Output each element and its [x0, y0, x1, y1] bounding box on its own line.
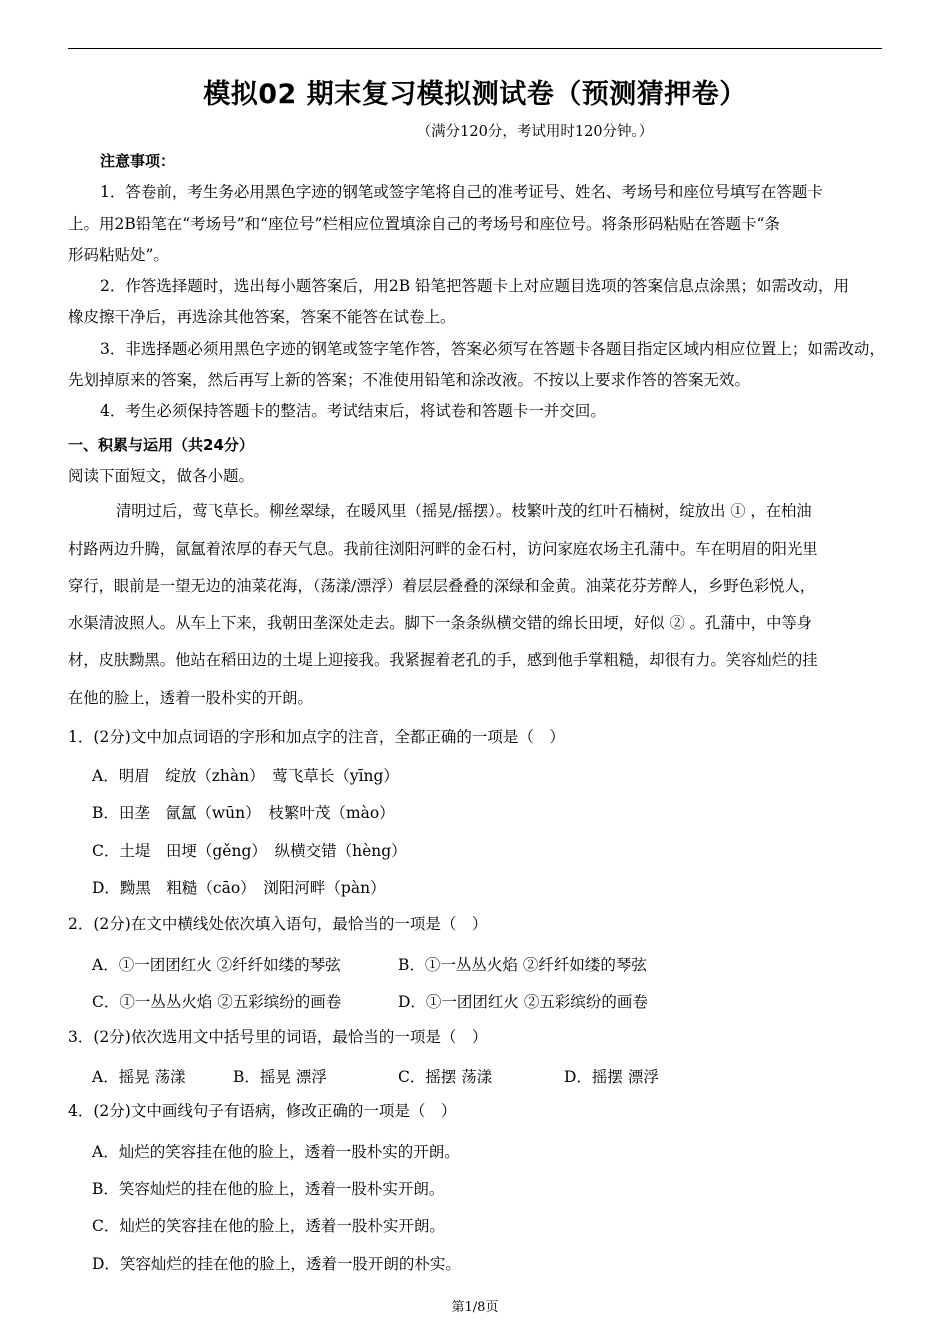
question-option: C．摇摆 荡漾	[398, 1068, 493, 1086]
question-option: A．灿烂的笑容挂在他的脸上，透着一股朴实的开朗。	[92, 1143, 460, 1161]
question-option: C．土堤 田埂（gěng） 纵横交错（hèng）	[92, 842, 407, 860]
question-option: D．笑容灿烂的挂在他的脸上，透着一股开朗的朴实。	[92, 1255, 461, 1273]
page-number: 第1/8页	[451, 1300, 499, 1315]
passage-line: 清明过后，莺飞草长。柳丝翠绿，在暖风里（摇晃/摇摆）。枝繁叶茂的红叶石楠树，绽放出 ① ，在柏油	[116, 502, 812, 520]
notice-line: 橡皮擦干净后，再选涂其他答案，答案不能答在试卷上。	[68, 308, 456, 326]
notice-line: 形码粘贴处”。	[68, 246, 169, 264]
passage-line: 穿行，眼前是一望无边的油菜花海，（荡漾/漂浮）着层层叠叠的深绿和金黄。油菜花芬芳醉人，乡野色彩悦人，	[68, 577, 816, 595]
question-stem: 1．(2分)文中加点词语的字形和加点字的注音，全都正确的一项是（ ）	[68, 728, 565, 746]
page-subtitle: （满分120分，考试用时120分钟。）	[416, 124, 654, 140]
question-option: A．①一团团红火 ②纤纤如缕的琴弦	[92, 956, 341, 974]
question-stem: 3．(2分)依次选用文中括号里的词语，最恰当的一项是（ ）	[68, 1028, 488, 1046]
question-option: D．摇摆 漂浮	[564, 1068, 659, 1086]
question-stem: 4．(2分)文中画线句子有语病，修改正确的一项是（ ）	[68, 1102, 457, 1120]
question-option: A．明眉 绽放（zhàn） 莺飞草长（yīng）	[92, 767, 399, 785]
question-option: C．灿烂的笑容挂在他的脸上，透着一股朴实开朗。	[92, 1217, 445, 1235]
header-rule	[68, 48, 882, 49]
passage-line: 材，皮肤黝黑。他站在稻田边的土堤上迎接我。我紧握着老孔的手，感到他手掌粗糙，却很有力。笑容灿烂的挂	[68, 651, 818, 669]
notice-line: 3．非选择题必须用黑色字迹的钢笔或签字笔作答，答案必须写在答题卡各题目指定区域内相应位置上；如需改动，	[100, 340, 885, 358]
question-option: C．①一丛丛火焰 ②五彩缤纷的画卷	[92, 993, 342, 1011]
passage-line: 水渠清波照人。从车上下来，我朝田垄深处走去。脚下一条条纵横交错的绵长田埂，好似 ② 。孔蒲中，中等身	[68, 614, 812, 632]
question-stem: 2．(2分)在文中横线处依次填入语句，最恰当的一项是（ ）	[68, 915, 488, 933]
section-heading: 一、积累与运用（共24分）	[68, 436, 254, 454]
notice-heading: 注意事项：	[100, 152, 176, 170]
question-option: B．摇晃 漂浮	[233, 1068, 327, 1086]
question-option: B．①一丛丛火焰 ②纤纤如缕的琴弦	[398, 956, 647, 974]
passage-line: 在他的脸上，透着一股朴实的开朗。	[68, 689, 313, 707]
section-intro: 阅读下面短文，做各小题。	[68, 467, 255, 485]
page-title: 模拟02 期末复习模拟测试卷（预测猜押卷）	[203, 79, 747, 110]
notice-line: 1．答卷前，考生务必用黑色字迹的钢笔或签字笔将自己的准考证号、姓名、考场号和座位号填写在答题卡	[100, 183, 823, 201]
notice-line: 4．考生必须保持答题卡的整洁。考试结束后，将试卷和答题卡一并交回。	[100, 402, 606, 420]
notice-line: 2．作答选择题时，选出每小题答案后，用2B 铅笔把答题卡上对应题目选项的答案信息点涂黑；如需改动，用	[100, 277, 850, 295]
passage-line: 村路两边升腾，氤氲着浓厚的春天气息。我前往浏阳河畔的金石村，访问家庭农场主孔蒲中。车在明眉的阳光里	[68, 540, 818, 558]
notice-line: 先划掉原来的答案，然后再写上新的答案；不准使用铅笔和涂改液。不按以上要求作答的答案无效。	[68, 371, 751, 389]
question-option: B．笑容灿烂的挂在他的脸上，透着一股朴实开朗。	[92, 1180, 445, 1198]
question-option: A．摇晃 荡漾	[92, 1068, 186, 1086]
question-option: D．①一团团红火 ②五彩缤纷的画卷	[398, 993, 648, 1011]
notice-line: 上。用2B铅笔在“考场号”和“座位号”栏相应位置填涂自己的考场号和座位号。将条形码粘贴在答题卡“条	[68, 215, 780, 233]
question-option: B．田垄 氤氲（wūn） 枝繁叶茂（mào）	[92, 804, 395, 822]
question-option: D．黝黑 粗糙（cāo） 浏阳河畔（pàn）	[92, 879, 386, 897]
